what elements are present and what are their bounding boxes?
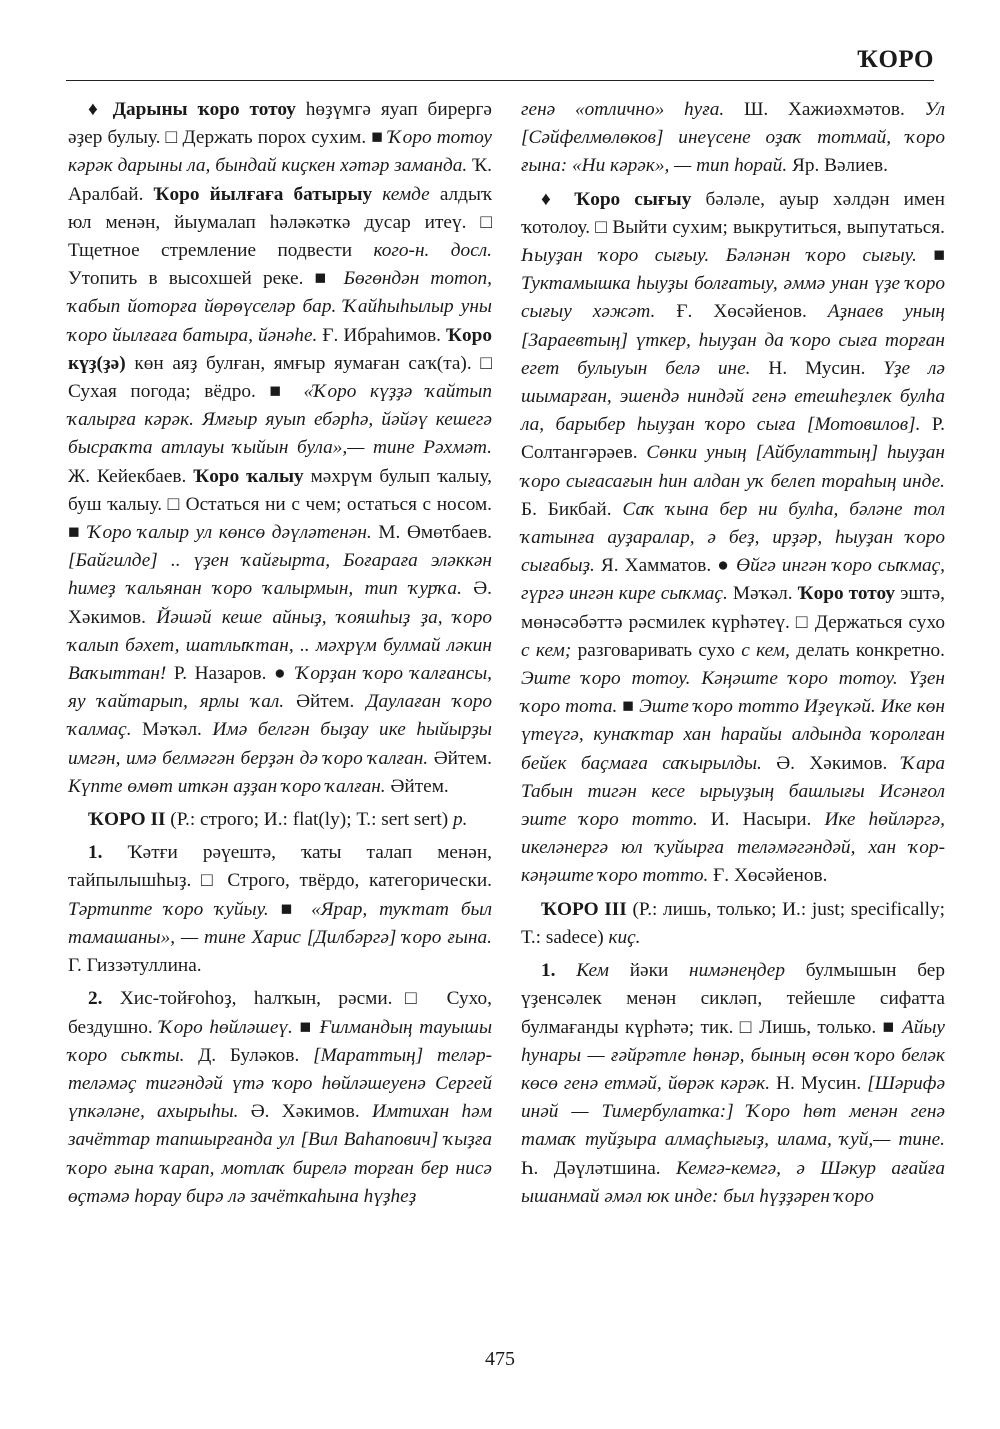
entry-paragraph <box>521 186 945 891</box>
definition-text: Мәҡәл. <box>727 583 798 605</box>
example-text: кого-н. досл. <box>373 240 492 262</box>
definition-text: булмышын бер үҙенсәлек менән сикләп, тейешле сифатта булмағанды күрһәтә; тик. □ Лишь, только. ■ <box>521 960 946 1038</box>
headword: Ҡоро тотоу <box>797 583 896 605</box>
definition-text: Г. Гиззәтуллина. <box>68 955 202 977</box>
example-text: Кем <box>576 960 609 982</box>
example-text: Ҡоро һөйләшеү. <box>159 1016 293 1038</box>
definition-text: Яр. Вәлиев. <box>787 155 888 177</box>
example-text: Эште ҡоро тотто Иҙеүкәй. Ике көн үтеүгә, кунаҡтар хан һарайы алдында ҡоролған бейек баҫмаға саҡырылды. <box>521 696 945 774</box>
definition-text: Ш. Хажиәхмәтов. <box>724 99 925 120</box>
definition-text: (Р.: строго; И.: flat(ly); Т.: sert sert) <box>165 809 453 831</box>
example-text: «Ярар, туҡтат был тамашаны», — тине Харис [Дилбәргә] ҡоро ғына. <box>68 898 492 948</box>
definition-text: ■ <box>617 696 640 718</box>
definition-text: Әйтем. <box>385 775 449 797</box>
example-text: кемде <box>382 183 430 205</box>
definition-text: разговаривать сухо <box>571 639 742 661</box>
example-text: р. <box>452 809 468 831</box>
left-column <box>68 96 492 1211</box>
headword: Ҡоро йылғаға батырыу <box>153 183 373 205</box>
example-text: с кем, <box>741 639 790 661</box>
example-text: генә «отлично» һуға. <box>521 99 725 120</box>
definition-text: Ә. Хәкимов. <box>238 1101 372 1123</box>
example-text: Тәртипте ҡоро ҡуйыу. <box>68 898 269 920</box>
page-number: 475 <box>485 1348 515 1370</box>
definition-text: И. Насыри. <box>697 809 825 831</box>
definition-text: Я. Хамматов. ● <box>594 555 737 577</box>
definition-text: Ғ. Ибраһимов. <box>317 324 447 346</box>
example-text: Ике һөйләргә, икеләнергә юл ҡуйырға теләмәгәндәй, хан ҡор-кәңәште ҡоро тотто. <box>521 809 945 887</box>
definition-text: Р. Солтангәрәев. <box>521 414 945 464</box>
example-text: Ҡоро ҡалыр ул көнсө дәүләтенән. <box>88 522 372 544</box>
definition-text: Хис-тойғоһоҙ, һалҡын, рәсми.□ Сухо, бездушно. <box>68 988 492 1038</box>
definition-text: һөҙүмгә яуап бирергә әҙер булыу. □ Держать порох сухим. ■ <box>68 99 492 149</box>
entry-paragraph <box>68 806 492 834</box>
definition-text: делать конкретно. <box>789 639 945 661</box>
definition-text: алдыҡ юл менән, йыумалап һәләкәткә дусар итеү. □ Тщетное стремление подвести <box>68 183 492 262</box>
example-text: [Мараттың] теләр-теләмәҫ тигәндәй үтә ҡоро һөйләшеуенә Сергей үпкәләне, ахырыһы. <box>68 1044 493 1123</box>
definition-text: мәхрүм булып ҡалыу, буш ҡалыу. □ Остаться ни с чем; остаться с носом. ■ <box>68 465 492 544</box>
right-column <box>521 96 945 1211</box>
example-text: Ҡоро тотоу кәрәк дарыны ла, бындай киҫкен хәтәр заманда. <box>68 127 492 177</box>
headword: Ҡоро сығыу <box>574 188 692 210</box>
example-text: Ҡара Табын тигән кесе ырыуҙың башлығы Исәнғол эште ҡоро тотто. <box>521 752 946 831</box>
example-text: Ғилмандың тауышы ҡоро сыҡты. <box>68 1016 493 1066</box>
example-text: киҫ. <box>608 926 641 948</box>
definition-text: Ж. Кейекбаев. <box>68 465 194 487</box>
entry-paragraph <box>521 957 945 1211</box>
definition-text: йәки <box>608 960 690 982</box>
example-text: Бөгөндән тотоп, ҡабып йоторға йөрөүселәр бар. Ҡайһыһылыр уны ҡоро йылғаға батыра, йәнәһе. <box>68 268 492 346</box>
example-text: Кемгә-кемгә, ә Шәкур ағайға ышанмай әмәл юк инде: был һүҙҙәрен ҡоро <box>521 1157 945 1207</box>
example-text: Ул [Сәйфелмөлөков] инеүсене оҙаҡ тотмай, ҡоро ғына: «Ни кәрәк», — тип һорай. <box>521 99 945 177</box>
definition-text: Ҡ. Аралбай. <box>68 155 492 205</box>
header-rule <box>66 80 934 81</box>
headword: ҠОРО II <box>88 809 166 831</box>
example-text: [Байгилде] .. үҙен ҡайғырта, Боғараға эләккән һимеҙ ҡальянан ҡоро ҡалырмын, тип ҡурҡа. <box>68 550 492 600</box>
definition-text: Һ. Дәүләтшина. <box>521 1157 676 1179</box>
example-text: Ҡорҙан ҡоро ҡалғансы, яу ҡайтарып, ярлы ҡал. <box>68 663 492 713</box>
entry-paragraph <box>521 96 945 181</box>
definition-text: Ғ. Хөсәйенов. <box>708 865 828 887</box>
example-text: Айыу һунары — ғәйрәтле һөнәр, бының өсөн ҡоро беләк көсө генә етмәй, йөрәк кәрәк. <box>521 1016 945 1094</box>
definition-text: көн аяҙ булған, ямғыр яумаған саҡ(та). □ Сухая погода; вёдро. ■ <box>68 352 492 403</box>
definition-text: Әйтем. <box>284 691 367 713</box>
definition-text <box>555 960 576 981</box>
entry-paragraph <box>68 839 492 980</box>
example-text: Сөнки уның [Айбулаттың] һыуҙан ҡоро сығасағын һин алдан уҡ белеп тораһың инде. <box>521 442 945 492</box>
definition-text: Н. Мусин. <box>770 1072 868 1094</box>
example-text: [Шәрифә инәй — Тимербулатка:] Ҡоро һөт менән генә тамаҡ туйҙыра алмаҫһығыҙ, илама, ҡуй,— тине. <box>521 1072 945 1151</box>
definition-text: Утопить в высохшей реке. ■ <box>68 268 344 290</box>
definition-text: ■ <box>916 245 945 267</box>
example-text: Саҡ ҡына бер ни булһа, бәләне тол ҡатынға ауҙаралар, ә беҙ, ирҙәр, һыуҙан ҡоро сығабыҙ. <box>521 498 945 577</box>
headword: ҠОРО III <box>541 898 627 920</box>
example-text: Аҙнаев уның [Зараевтың] үткер, һыуҙан да ҡоро сыға торған егет булыуын белә ине. <box>521 301 945 379</box>
definition-text: Д. Буләков. <box>184 1044 314 1066</box>
definition-text: Ғ. Хөсәйенов. <box>655 301 828 323</box>
definition-text: Н. Мусин. <box>750 357 884 379</box>
definition-text: эштә, мөнәсәбәттә рәсмилек күрһәтеү. □ Держаться сухо <box>521 583 945 633</box>
definition-text: ■ <box>268 898 312 920</box>
definition-text: Б. Бикбай. <box>521 498 623 520</box>
example-text: Туктамышка һыуҙы болғатыу, әммә унан үҙе ҡоро сығыу хәжәт. <box>521 273 945 323</box>
definition-text: бәләле, ауыр хәлдән имен ҡотолоу. □ Выйти сухим; выкрутиться, выпутаться. <box>521 188 945 238</box>
definition-text: Р. Назаров. ● <box>166 663 296 685</box>
headword: Ҡоро күҙ(ҙә) <box>68 324 493 374</box>
definition-text: ♦ <box>541 188 575 210</box>
definition-text: (Р.: лишь, только; И.: just; specifically; Т.: sadece) <box>521 898 945 948</box>
example-text: с кем; <box>521 639 572 661</box>
definition-text: Ә. Хәкимов. <box>68 578 492 628</box>
definition-text <box>372 184 382 205</box>
definition-text: Мәҡәл. <box>131 719 213 741</box>
headword: 1. <box>88 842 103 864</box>
entry-paragraph <box>68 985 492 1211</box>
example-text: нимәнеңдер <box>689 960 785 982</box>
example-text: Үҙе лә шымарған, эшендә ниндәй генә етешһеҙлек булһа ла, барыбер һыуҙан ҡоро сыға [Мотовилов]. <box>521 357 945 436</box>
entry-paragraph <box>68 96 492 801</box>
headword: Дарыны ҡоро тотоу <box>112 99 296 120</box>
example-text: Эште ҡоро тотоу. Кәңәште ҡоро тотоу. Үҙен ҡоро тота. <box>521 668 945 718</box>
headword: Ҡоро ҡалыу <box>193 465 304 487</box>
example-text: Күпте өмөт иткән аҙҙан ҡоро ҡалған. <box>68 775 386 797</box>
example-text: Өйгә ингән ҡоро сыҡмаҫ, гүргә ингән кире сыҡмаҫ. <box>521 555 945 605</box>
definition-text: М. Өмөтбаев. <box>371 522 492 544</box>
definition-text: Ҡәтғи рәүештә, ҡаты талап менән, тайпылышһыҙ. □ Строго, твёрдо, категорически. <box>68 842 492 892</box>
headword: 1. <box>541 960 556 982</box>
headword: 2. <box>88 988 103 1010</box>
definition-text: ♦ <box>88 99 113 120</box>
definition-text: ■ <box>292 1016 320 1038</box>
example-text: «Ҡоро күҙҙә ҡайтып ҡалырға кәрәк. Ямғыр яуып ебәрһә, йәйәү кешегә бысраҡта атлауы ҡыйын була»,— тине Рәхмәт. <box>68 381 492 459</box>
example-text: Даулаған ҡоро ҡалмаҫ. <box>68 691 493 741</box>
example-text: Һыуҙан ҡоро сығыу. Бәләнән ҡоро сығыу. <box>521 245 917 267</box>
entry-paragraph <box>521 896 945 952</box>
running-head: ҠОРО <box>857 46 934 73</box>
definition-text: Ә. Хәкимов. <box>761 752 902 774</box>
definition-text: Әйтем. <box>428 747 492 769</box>
example-text: Имә белгән быҙау ике һыйырҙы имгән, имә белмәгән берҙән дә ҡоро ҡалған. <box>68 719 492 769</box>
example-text: Имтихан һәм зачёттар тапшырғанда ул [Вил Ваһапович] ҡыҙға ҡоро ғына ҡарап, мотлаҡ бирелә торған бер нисә өҫтәмә һорау бирә лә зачёткаһына һүҙһеҙ <box>68 1101 492 1207</box>
example-text: Йәшәй кеше айныҙ, ҡояшһыҙ ҙа, ҡоро ҡалып бәхет, шатлыҡтан, .. мәхрүм булмай ләкин Ваҡыттан! <box>68 606 492 685</box>
